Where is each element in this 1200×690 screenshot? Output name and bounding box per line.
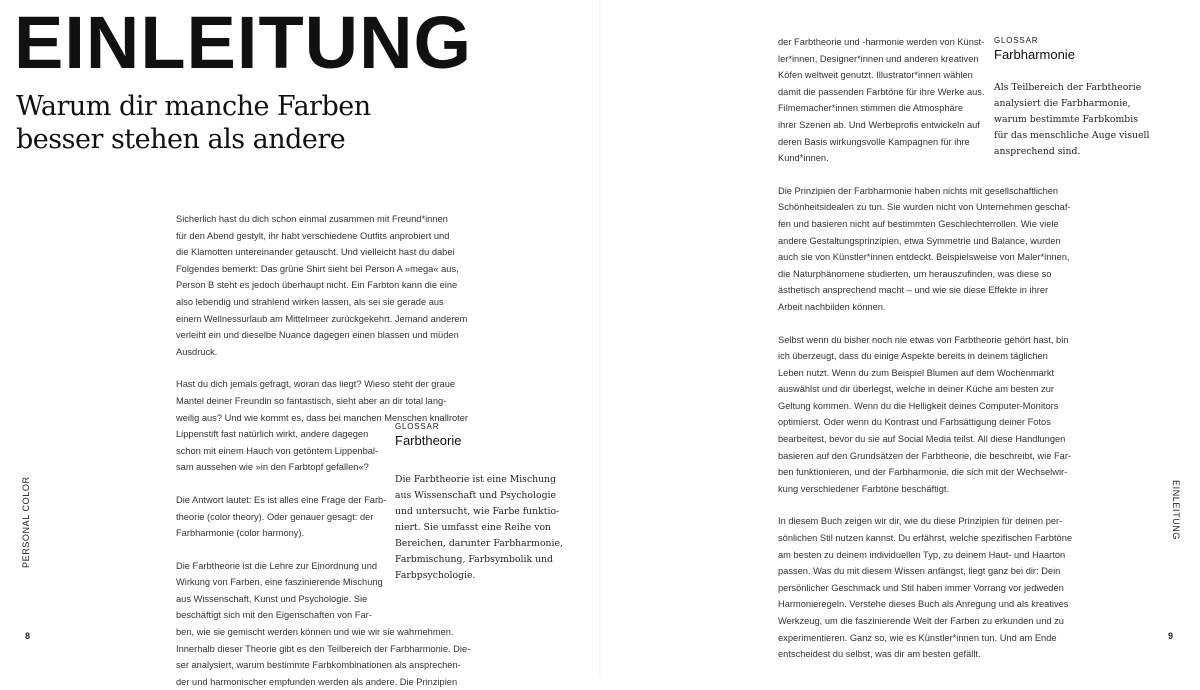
glossary-term: Farbtheorie xyxy=(395,433,462,448)
text-line: theorie (color theory). Oder genauer gesagt: der xyxy=(176,511,374,522)
text-line: einem Wellnessurlaub am Mittelmeer zurückgekehrt. Jemand anderem xyxy=(176,313,468,324)
text-line: schon mit einem Hauch von getöntem Lippenbal- xyxy=(176,445,379,456)
text-line: also lebendig und strahlend wirken lassen, als sei sie gerade aus xyxy=(176,296,444,307)
text-line: deren Basis wirkungsvolle Kampagnen für ihre xyxy=(778,136,970,147)
text-line: optimierst. Oder wenn du Kontrast und Farbsättigung deiner Fotos xyxy=(778,417,1051,428)
text-line: Person B steht es jedoch überhaupt nicht. Ein Farbton kann die eine xyxy=(176,280,458,291)
text-line: für das menschliche Auge visuell xyxy=(994,130,1150,141)
text-line: Harmonieregeln. Verstehe dieses Buch als Anregung und als kreatives xyxy=(778,599,1069,610)
text-line: auswählst und dir überlegst, welche in deiner Küche am besten zur xyxy=(778,384,1054,395)
paragraph xyxy=(176,211,466,360)
text-line: Die Farbtheorie ist die Lehre zur Einordnung und xyxy=(176,560,378,571)
text-line: Filmemacher*innen stimmen die Atmosphäre xyxy=(778,103,963,114)
text-line: andere Gestaltungsprinzipien, etwa Symmetrie und Balance, wurden xyxy=(778,235,1061,246)
glossary-definition xyxy=(395,472,563,584)
text-line: Köfen weltweit genutzt. Illustrator*innen wählen xyxy=(778,70,973,81)
text-line: Schönheitsidealen zu tun. Sie wurden nicht von Unternehmen geschaf- xyxy=(778,202,1071,213)
running-head-left: PERSONAL COLOR xyxy=(21,476,31,568)
text-line: fen und basieren nicht auf bestimmten Geschlechterrollen. Wie viele xyxy=(778,218,1059,229)
text-line: weilig aus? Und wie kommt es, dass bei manchen Menschen knallroter xyxy=(176,412,468,423)
text-line: Bereichen, darunter Farbharmonie, xyxy=(395,538,563,549)
chapter-heading: EINLEITUNG xyxy=(14,1,473,84)
text-line: Farbpsychologie. xyxy=(395,570,476,581)
text-line: ästhetisch ansprechend macht – und wie sie diese Effekte in ihrer xyxy=(778,285,1049,296)
glossary-box-farbtheorie xyxy=(395,422,563,584)
text-line: damit die passenden Farbtöne für ihre Werke aus. xyxy=(778,86,985,97)
text-line: passen. Was du mit diesem Wissen anfängst, liegt ganz bei dir: Dein xyxy=(778,566,1061,577)
text-line: Arbeit nachbilden können. xyxy=(778,301,886,312)
text-line: Kund*innen. xyxy=(778,153,829,164)
text-line: warum bestimmte Farbkombis xyxy=(994,114,1138,125)
text-line: ben funktionieren, und der Farbharmonie, die sich mit der Wechselwir- xyxy=(778,467,1068,478)
running-head-right: EINLEITUNG xyxy=(1171,480,1181,541)
text-line: Sicherlich hast du dich schon einmal zusammen mit Freund*innen xyxy=(176,214,448,224)
page-gutter xyxy=(599,0,601,676)
text-line: kung verschiedener Farbtöne beschäftigt. xyxy=(778,483,950,494)
text-line: verleiht ein und dieselbe Nuance dagegen einen blassen und müden xyxy=(176,330,459,341)
text-line: In diesem Buch zeigen wir dir, wie du diese Prinzipien für deinen per- xyxy=(778,516,1063,527)
text-line: bearbeitest, bevor du sie auf Social Media teilst. All diese Handlungen xyxy=(778,434,1066,445)
text-line: persönlicher Geschmack und Stil haben immer Vorrang vor jedweden xyxy=(778,582,1064,593)
text-line: der und harmonischer empfunden werden als andere. Die Prinzipien xyxy=(176,676,458,687)
text-line: Folgendes bemerkt: Das grüne Shirt sieht bei Person A »mega« aus, xyxy=(176,263,459,274)
page-number-left: 8 xyxy=(25,631,31,641)
text-line: und untersucht, wie Farbe funktio- xyxy=(395,506,560,517)
text-line: Lippenstift fast natürlich wirkt, andere dagegen xyxy=(176,429,369,440)
text-line: die Naturphänomene studierten, um herauszufinden, was diese so xyxy=(778,268,1052,279)
text-line: auch sie von Künstler*innen entdeckt. Beispielsweise von Maler*innen, xyxy=(778,252,1070,263)
text-line: Mantel deiner Freundin so fantastisch, sieht aber an dir total lang- xyxy=(176,395,447,406)
text-line: Wirkung von Farben, eine faszinierende Mischung xyxy=(176,577,383,588)
text-line: für den Abend gestylt, ihr habt verschiedene Outfits anprobiert und xyxy=(176,230,450,241)
text-line: basieren auf den Grundsätzen der Farbtheorie, die beschreibt, wie Far- xyxy=(778,450,1072,461)
text-line: Innerhalb dieser Theorie gibt es den Teilbereich der Farbharmonie. Die- xyxy=(176,643,471,654)
text-line: ser analysiert, warum bestimmte Farbkombinationen als ansprechen- xyxy=(176,660,461,671)
text-line: ansprechend sind. xyxy=(994,146,1081,157)
text-line: am besten zu deinem individuellen Typ, zu deinem Haut- und Haarton xyxy=(778,549,1066,560)
text-line: Die Prinzipien der Farbharmonie haben nichts mit gesellschaftlichen xyxy=(778,185,1059,196)
text-line: sam aussehen wie »in den Farbtopf gefallen«? xyxy=(176,462,369,473)
text-line: aus Wissenschaft und Psychologie xyxy=(395,490,556,501)
text-line: Farbharmonie (color harmony). xyxy=(176,528,305,539)
text-line: beschäftigt sich mit den Eigenschaften von Far- xyxy=(176,610,372,621)
text-line: Hast du dich jemals gefragt, woran das liegt? Wieso steht der graue xyxy=(176,379,456,390)
text-line: Ausdruck. xyxy=(176,346,218,357)
glossary-label: GLOSSAR xyxy=(395,422,440,431)
paragraph xyxy=(778,183,1078,316)
glossary-definition xyxy=(994,80,1154,160)
text-line: die Klamotten untereinander getauscht. Und vielleicht hast du dabei xyxy=(176,247,455,258)
text-line: aus Wissenschaft, Kunst und Psychologie. Sie xyxy=(176,593,368,604)
glossary-term: Farbharmonie xyxy=(994,47,1075,62)
text-line: Geltung kommen. Wenn du die Helligkeit deines Computer-Monitors xyxy=(778,400,1059,411)
text-line: Farbmischung, Farbsymbolik und xyxy=(395,554,553,565)
text-line: Selbst wenn du bisher noch nie etwas von Farbtheorie gehört hast, bin xyxy=(778,334,1069,345)
text-line: ben, wie sie gemischt werden können und wie wir sie wahrnehmen. xyxy=(176,627,454,638)
paragraph xyxy=(778,513,1078,662)
text-line: Die Farbtheorie ist eine Mischung xyxy=(395,474,557,485)
text-line: ihrer Szenen ab. Und Werbeprofis entwickeln auf xyxy=(778,119,980,130)
text-line: experimentieren. Ganz so, wie es Künstler*innen tun. Und am Ende xyxy=(778,632,1057,643)
text-line: analysiert die Farbharmonie, xyxy=(994,98,1131,109)
text-line: ich überzeugt, dass du einige Aspekte bereits in deinem täglichen xyxy=(778,351,1048,362)
text-line: niert. Sie umfasst eine Reihe von xyxy=(395,522,552,533)
text-line: Als Teilbereich der Farbtheorie xyxy=(994,82,1142,93)
glossary-box-farbharmonie xyxy=(994,36,1154,160)
chapter-subheading xyxy=(16,90,371,156)
subheading-line: besser stehen als andere xyxy=(16,124,346,155)
text-line: Leben nutzt. Wenn du zum Beispiel Blumen auf dem Wochenmarkt xyxy=(778,367,1055,378)
text-line: entscheidest du selbst, was dir am besten gefällt. xyxy=(778,649,981,660)
text-line: Die Antwort lautet: Es ist alles eine Frage der Farb- xyxy=(176,494,387,505)
subheading-line: Warum dir manche Farben xyxy=(16,91,371,122)
text-line: Werkzeug, um die faszinierende Welt der Farben zu erkunden und zu xyxy=(778,616,1064,626)
text-line: der Farbtheorie und -harmonie werden von Künst- xyxy=(778,37,985,47)
text-line: sönlichen Stil nutzen kannst. Du erfährst, welche spezifischen Farbtöne xyxy=(778,533,1073,544)
glossary-label: GLOSSAR xyxy=(994,36,1039,45)
paragraph xyxy=(778,332,1078,498)
page-number-right: 9 xyxy=(1168,631,1174,641)
text-line: ler*innen, Designer*innen und anderen kreativen xyxy=(778,53,979,64)
